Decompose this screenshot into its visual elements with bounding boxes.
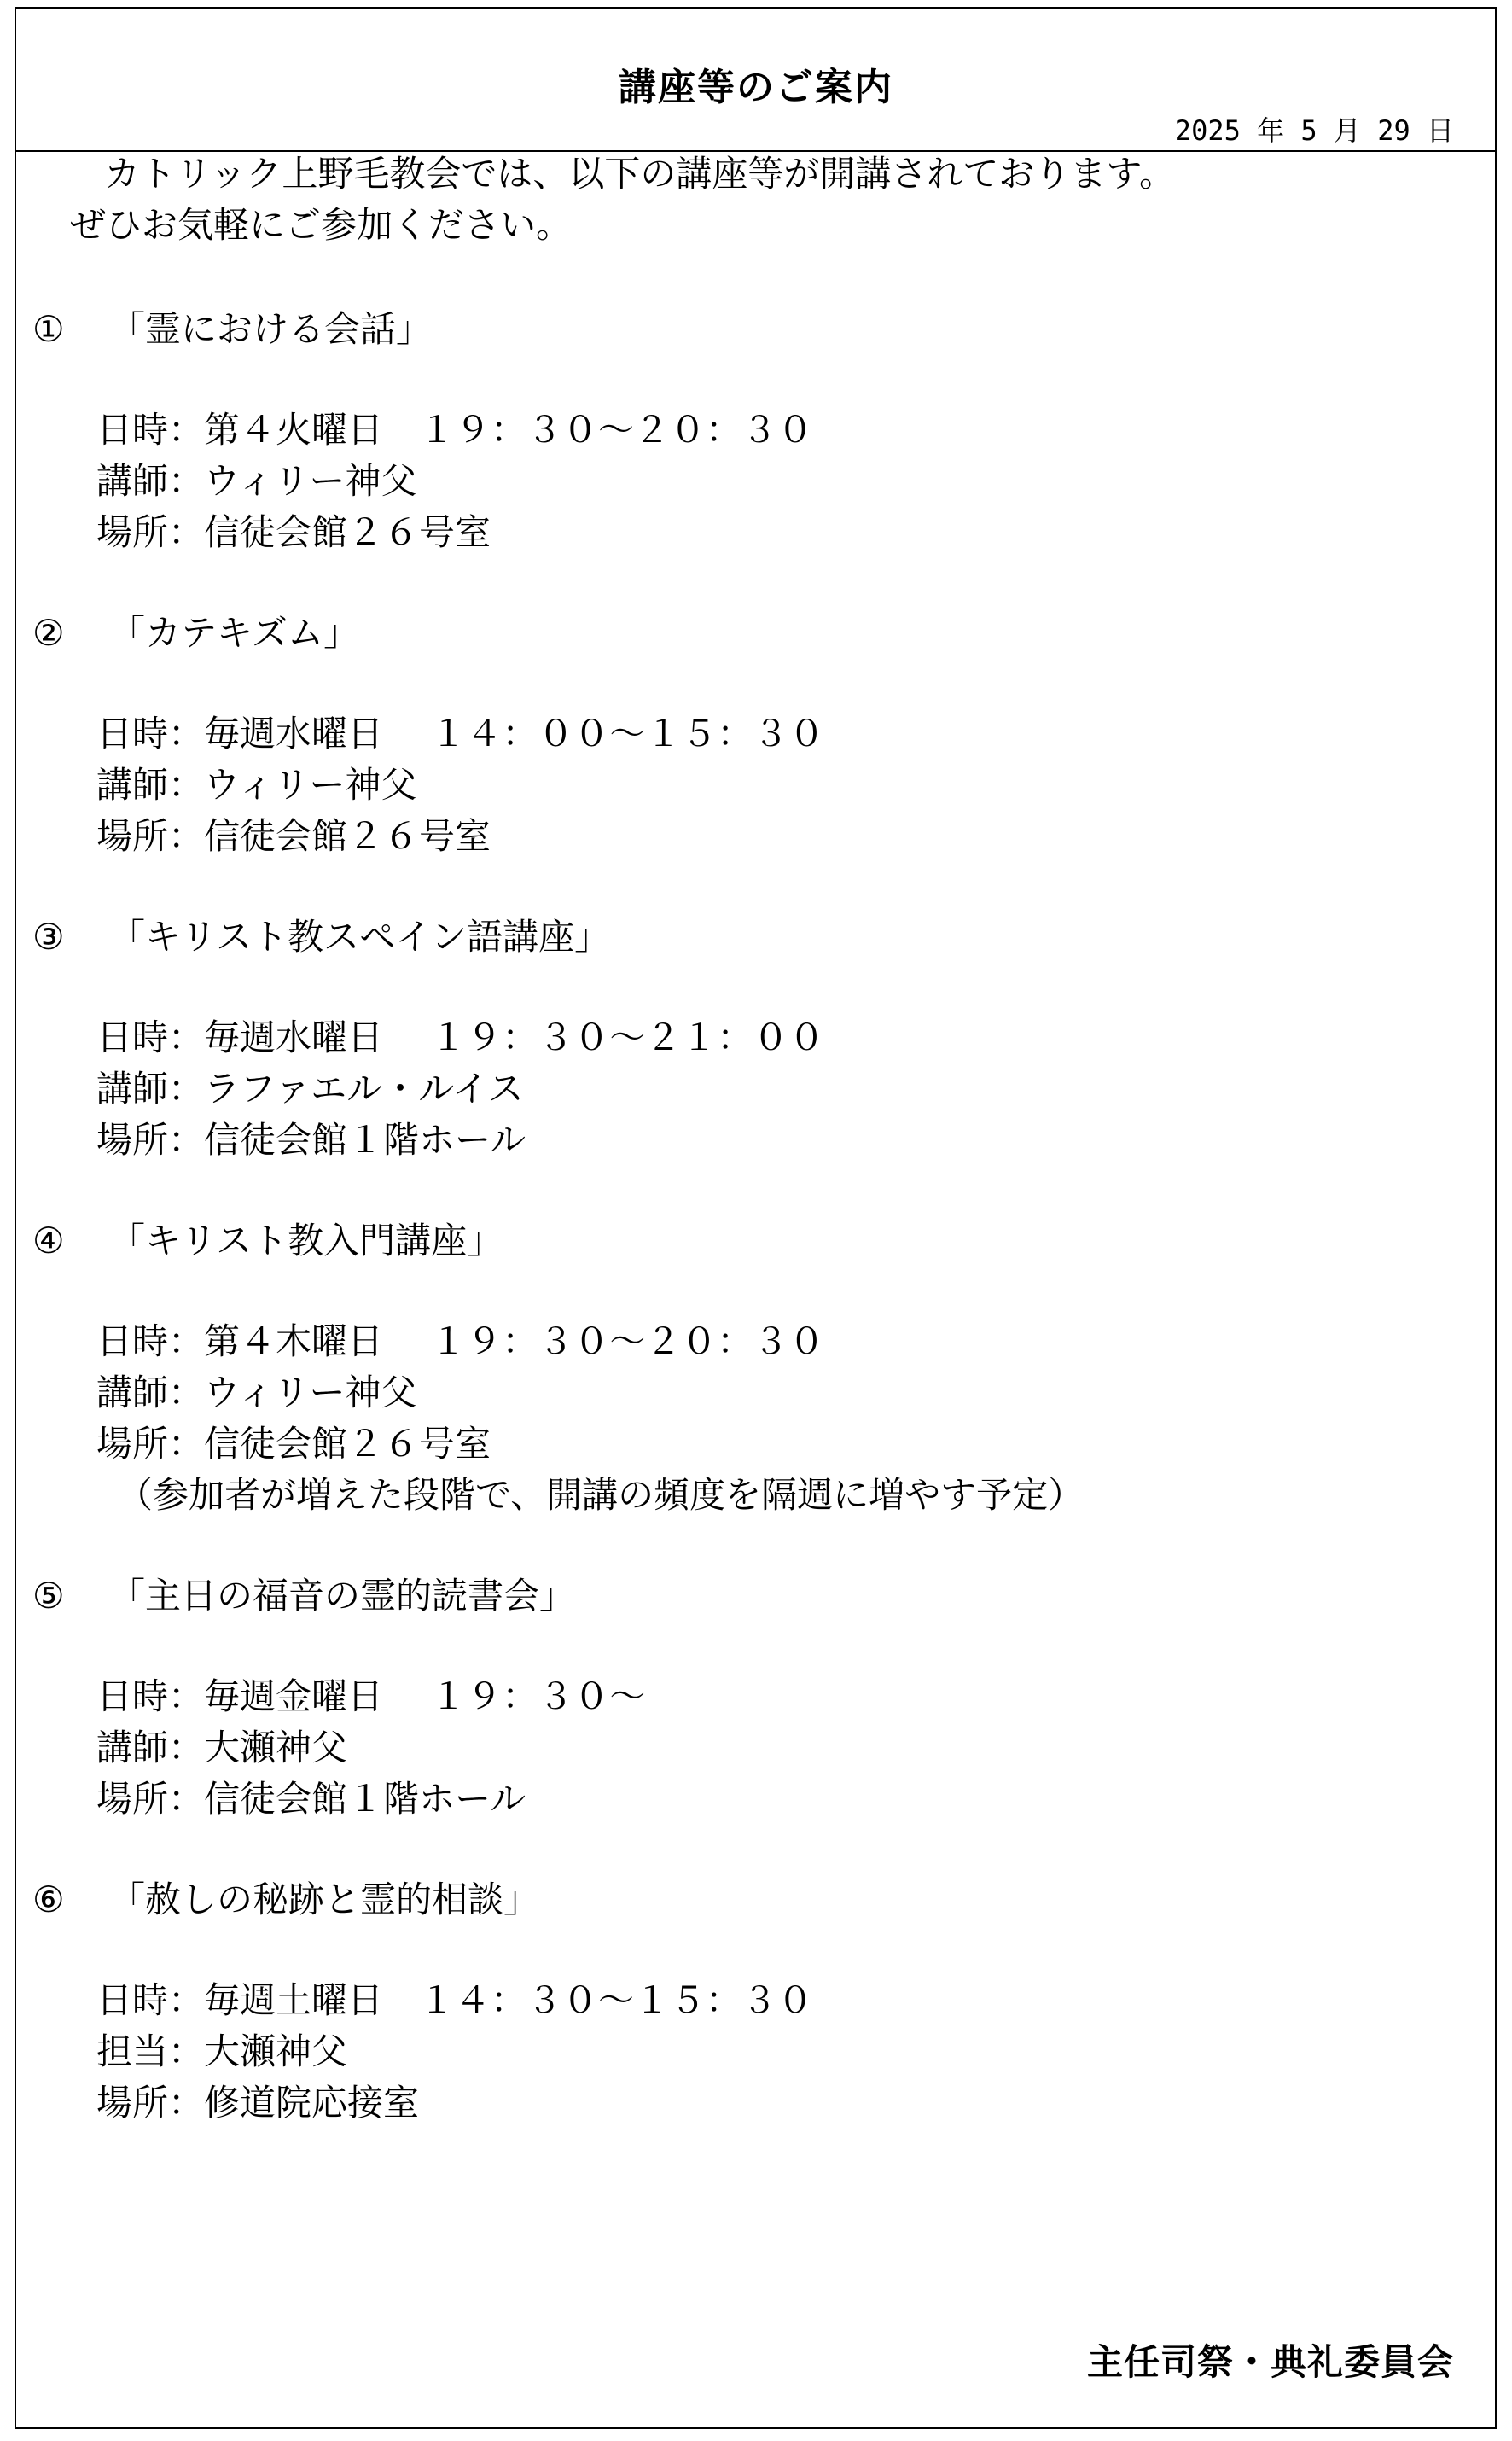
course-details — [96, 1671, 1466, 1825]
intro-line-2: ぜひお気軽にご参加ください。 — [70, 204, 573, 246]
course-number: ⑥ — [32, 1879, 65, 1920]
course-title: 「キリスト教入門講座」 — [109, 1220, 503, 1261]
course-section-6 — [32, 1874, 1466, 2129]
course-section-3 — [32, 912, 1466, 1166]
course-instructor: 講師：ウィリー神父 — [96, 460, 417, 502]
course-number: ① — [32, 308, 65, 350]
course-location: 場所：信徒会館１階ホール — [96, 1119, 526, 1161]
course-number: ⑤ — [32, 1575, 65, 1617]
course-title-row — [32, 1215, 1466, 1267]
course-location: 場所：信徒会館２６号室 — [96, 1423, 491, 1465]
page-title: 講座等のご案内 — [619, 66, 893, 109]
intro-text — [70, 149, 1175, 251]
course-location: 場所：信徒会館２６号室 — [96, 511, 491, 553]
course-number: ③ — [32, 916, 65, 958]
course-instructor: 講師：ラファエル・ルイス — [96, 1068, 524, 1110]
course-details — [96, 1975, 1466, 2129]
course-title-row — [32, 912, 1466, 963]
course-instructor: 講師：ウィリー神父 — [96, 764, 417, 806]
course-location: 場所：修道院応接室 — [96, 2082, 420, 2123]
course-title-row — [32, 304, 1466, 355]
course-schedule: 日時：毎週水曜日 １４：００～１５：３０ — [96, 713, 825, 754]
course-details — [96, 405, 1466, 558]
course-number: ② — [32, 612, 65, 654]
course-details — [96, 1316, 1466, 1521]
course-section-4 — [32, 1215, 1466, 1521]
course-note: （参加者が増えた段階で、開講の頻度を隔週に増やす予定） — [117, 1474, 1085, 1516]
course-title: 「霊における会話」 — [109, 308, 433, 350]
course-title: 「主日の福音の霊的読書会」 — [109, 1575, 576, 1617]
course-title: 「キリスト教スペイン語講座」 — [109, 916, 611, 958]
course-title-row — [32, 608, 1466, 659]
document-date: 2025 年 5 月 29 日 — [1174, 114, 1454, 147]
course-instructor: 担当：大瀬神父 — [96, 2030, 348, 2072]
course-schedule: 日時：毎週水曜日 １９：３０～２１：００ — [96, 1017, 825, 1058]
course-instructor: 講師：ウィリー神父 — [96, 1372, 417, 1413]
course-schedule: 日時：毎週金曜日 １９：３０～ — [96, 1675, 646, 1717]
course-schedule: 日時：毎週土曜日 １４：３０～１５：３０ — [96, 1979, 814, 2021]
course-location: 場所：信徒会館１階ホール — [96, 1778, 526, 1820]
course-section-2 — [32, 608, 1466, 862]
course-title: 「カテキズム」 — [109, 612, 360, 654]
course-details — [96, 1012, 1466, 1166]
course-section-1 — [32, 304, 1466, 558]
course-schedule: 日時：第４木曜日 １９：３０～２０：３０ — [96, 1320, 825, 1362]
course-title-row — [32, 1570, 1466, 1622]
course-details — [96, 708, 1466, 862]
course-schedule: 日時：第４火曜日 １９：３０～２０：３０ — [96, 409, 814, 451]
course-section-5 — [32, 1570, 1466, 1825]
course-location: 場所：信徒会館２６号室 — [96, 815, 491, 857]
intro-line-1: カトリック上野毛教会では、以下の講座等が開講されております。 — [104, 153, 1175, 195]
course-title: 「赦しの秘跡と霊的相談」 — [109, 1879, 540, 1920]
signature: 主任司祭・典礼委員会 — [1086, 2341, 1454, 2383]
course-instructor: 講師：大瀬神父 — [96, 1727, 348, 1768]
course-title-row — [32, 1874, 1466, 1925]
course-number: ④ — [32, 1220, 65, 1261]
